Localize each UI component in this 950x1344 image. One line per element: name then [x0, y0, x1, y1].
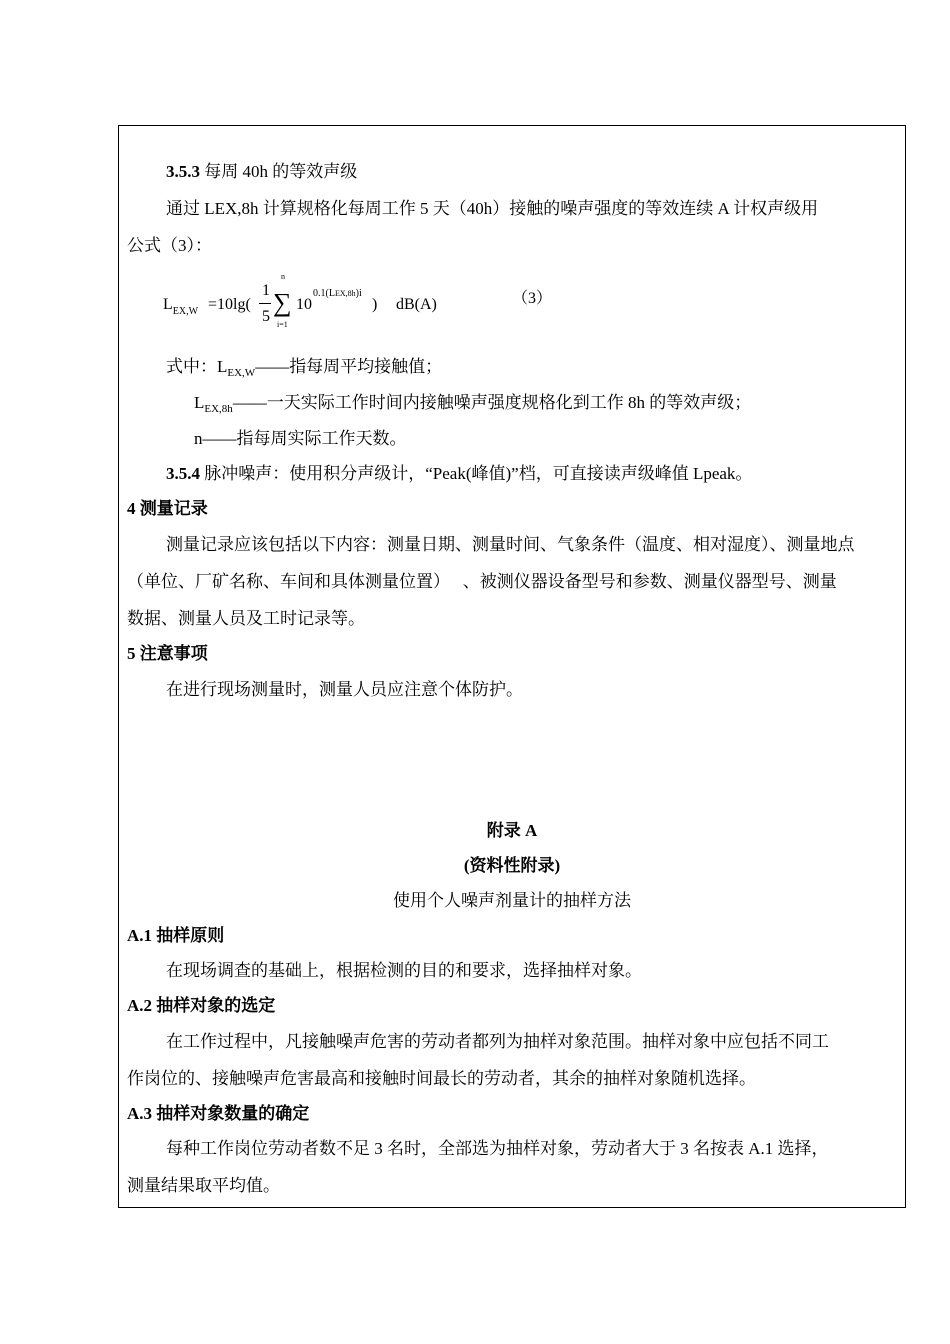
definition-line: 式中：$L_{EX,W}——$指每周平均接触值；: [166, 357, 443, 379]
section-4-heading: 4 测量记录: [127, 499, 208, 518]
paragraph-line: 在现场调查的基础上，根据检测的目的和要求，选择抽样对象。: [166, 961, 642, 980]
section-a1-heading: A.1 抽样原则: [127, 926, 225, 945]
section-a3-heading: A.3 抽样对象数量的确定: [127, 1104, 310, 1123]
section-5-heading: 5 注意事项: [127, 644, 208, 663]
formula-exponent: 0.1(LEX,8h)i: [313, 288, 362, 299]
paragraph-line: 在进行现场测量时，测量人员应注意个体防护。: [166, 680, 523, 699]
formula-eq: =10lg(: [208, 296, 251, 313]
formula-unit: dB(A): [396, 296, 437, 313]
fraction-denominator: 5: [262, 308, 270, 325]
section-number: 3.5.3: [166, 162, 200, 181]
formula-close: ): [372, 296, 378, 313]
sigma-top: n: [281, 272, 285, 281]
paragraph-line: 公式（3）：: [127, 236, 212, 255]
paragraph-line: 作岗位的、接触噪声危害最高和接触时间最长的劳动者，其余的抽样对象随机选择。: [127, 1069, 756, 1088]
definition-line: n——指每周实际工作天数。: [194, 429, 407, 448]
formula-3: [160, 272, 560, 336]
paragraph-line: 测量记录应该包括以下内容：测量日期、测量时间、气象条件（温度、相对湿度）、测量地点: [166, 535, 855, 554]
section-3-5-4: 3.5.4 脉冲噪声：使用积分声级计，“Peak(峰值)”档，可直接读声级峰值 Lpeak。: [166, 464, 753, 483]
fraction-bar: [259, 303, 271, 304]
paragraph-line: 通过 LEX,8h 计算规格化每周工作 5 天（40h）接触的噪声强度的等效连续 A 计权声级用: [166, 199, 819, 218]
section-3-5-3-heading: [166, 161, 900, 183]
formula-base: 10: [296, 296, 312, 313]
appendix-heading: 使用个人噪声剂量计的抽样方法: [393, 891, 631, 910]
sigma-icon: ∑: [273, 288, 292, 317]
paragraph-line: 测量结果取平均值。: [127, 1176, 280, 1195]
definition-line: $L_{EX,8h}——$一天实际工作时间内接触噪声强度规格化到工作 8h 的等效声级；: [194, 393, 752, 415]
section-number: 3.5.4: [166, 464, 200, 483]
appendix-title: 附录 A: [486, 821, 538, 840]
paragraph-line: 在工作过程中，凡接触噪声危害的劳动者都列为抽样对象范围。抽样对象中应包括不同工: [166, 1032, 829, 1051]
section-a2-heading: A.2 抽样对象的选定: [127, 996, 276, 1015]
fraction-numerator: 1: [262, 282, 270, 299]
section-title: 每周 40h 的等效声级: [200, 162, 358, 181]
paragraph-line: 数据、测量人员及工时记录等。: [127, 609, 365, 628]
formula-number: （3）: [512, 290, 553, 307]
paragraph-line: （单位、厂矿名称、车间和具体测量位置） 、被测仪器设备型号和参数、测量仪器型号、测量: [127, 572, 837, 591]
paragraph-line: 每种工作岗位劳动者数不足 3 名时，全部选为抽样对象，劳动者大于 3 名按表 A.1 选择，: [166, 1139, 829, 1158]
appendix-subtitle: (资料性附录): [463, 856, 561, 875]
sigma-bottom: i=1: [277, 320, 288, 329]
formula-L: $L_{EX,W}$: [163, 296, 199, 317]
